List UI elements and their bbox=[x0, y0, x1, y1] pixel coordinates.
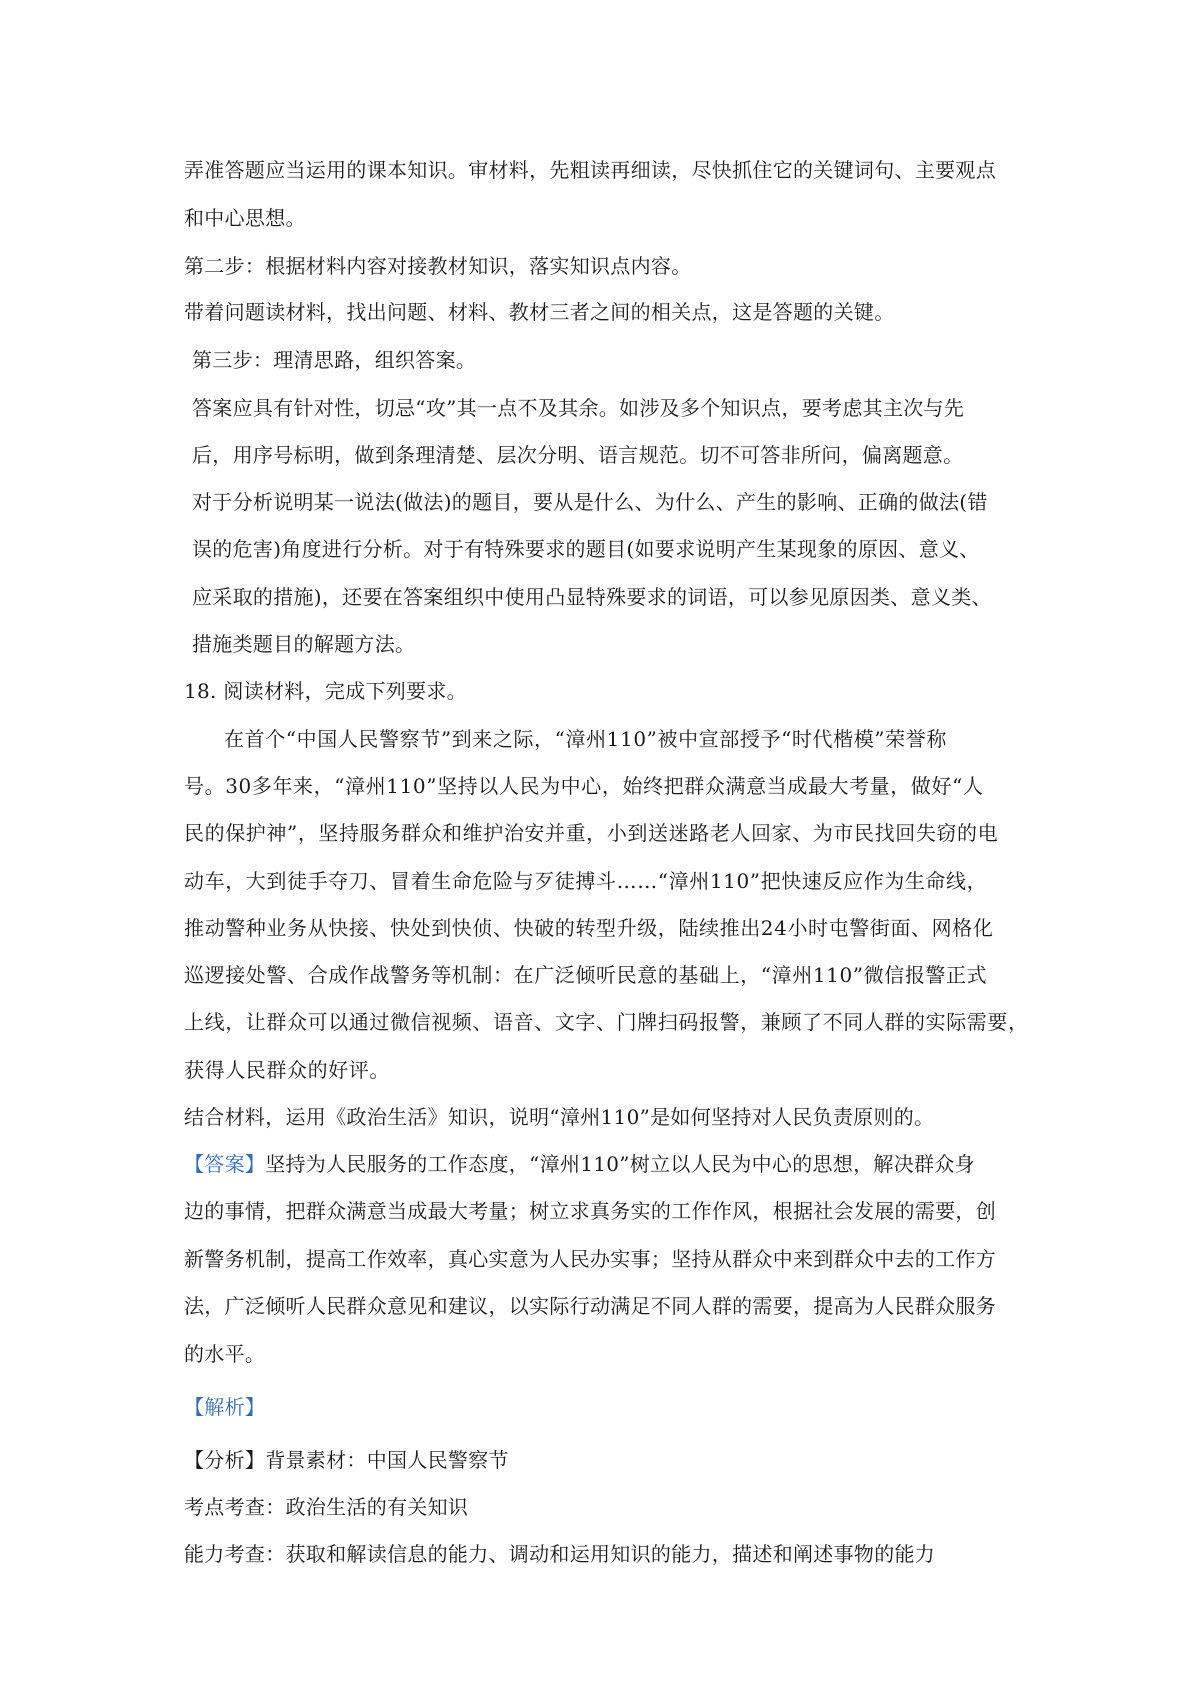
analysis-label: 【解析】 bbox=[184, 1395, 266, 1419]
step2-body: 带着问题读材料，找出问题、材料、教材三者之间的相关点，这是答题的关键。 bbox=[184, 300, 895, 324]
step3-body-line-2: 后，用序号标明，做到条理清楚、层次分明、语言规范。切不可答非所问，偏离题意。 bbox=[192, 443, 964, 467]
answer-line-5: 的水平。 bbox=[184, 1342, 266, 1366]
answer-line-2: 边的事情，把群众满意当成最大考量；树立求真务实的工作作风，根据社会发展的需要，创 bbox=[184, 1199, 996, 1223]
answer-line-4: 法，广泛倾听人民群众意见和建议，以实际行动满足不同人群的需要，提高为人民群众服务 bbox=[184, 1294, 996, 1318]
step3-body-line-4: 误的危害)角度进行分析。对于有特殊要求的题目(如要求说明产生某现象的原因、意义、 bbox=[192, 537, 980, 561]
step3-body-line-3: 对于分析说明某一说法(做法)的题目，要从是什么、为什么、产生的影响、正确的做法(错 bbox=[192, 490, 988, 514]
material-line-7: 上线，让群众可以通过微信视频、语音、文字、门牌扫码报警，兼顾了不同人群的实际需要， bbox=[184, 1010, 1029, 1034]
step3-body-line-5: 应采取的措施)，还要在答案组织中使用凸显特殊要求的词语，可以参见原因类、意义类、 bbox=[192, 585, 992, 609]
analysis-ability: 能力考查：获取和解读信息的能力、调动和运用知识的能力，描述和阐述事物的能力 bbox=[184, 1542, 936, 1566]
material-line-2: 号。30多年来，“漳州110”坚持以人民为中心，始终把群众满意当成最大考量，做好“人 bbox=[184, 774, 984, 798]
material-line-4: 动车，大到徒手夺刀、冒着生命危险与歹徒搏斗……“漳州110”把快速反应作为生命线， bbox=[184, 869, 988, 893]
step3-body-line-1: 答案应具有针对性，切忌“攻”其一点不及其余。如涉及多个知识点，要考虑其主次与先 bbox=[192, 396, 965, 420]
material-line-8: 获得人民群众的好评。 bbox=[184, 1058, 390, 1082]
material-line-6: 巡逻接处警、合成作战警务等机制：在广泛倾听民意的基础上，“漳州110”微信报警正式 bbox=[184, 963, 988, 987]
material-line-3: 民的保护神”，坚持服务群众和维护治安并重，小到送迷路老人回家、为市民找回失窃的电 bbox=[184, 821, 999, 845]
material-line-5: 推动警种业务从快接、快处到快侦、快破的转型升级，陆续推出24小时屯警街面、网格化 bbox=[184, 916, 994, 940]
answer-line-1 bbox=[184, 1150, 1034, 1178]
analysis-exam-point: 考点考查：政治生活的有关知识 bbox=[184, 1495, 469, 1519]
step2-title: 第二步：根据材料内容对接教材知识，落实知识点内容。 bbox=[184, 254, 692, 278]
question-prompt: 结合材料，运用《政治生活》知识，说明“漳州110”是如何坚持对人民负责原则的。 bbox=[184, 1105, 935, 1129]
answer-line-3: 新警务机制，提高工作效率，真心实意为人民办实事；坚持从群众中来到群众中去的工作方 bbox=[184, 1247, 996, 1271]
step3-body-line-6: 措施类题目的解题方法。 bbox=[192, 632, 416, 656]
material-line-1: 在首个“中国人民警察节”到来之际，“漳州110”被中宣部授予“时代楷模”荣誉称 bbox=[224, 727, 947, 751]
answer-label: 【答案】 bbox=[184, 1152, 266, 1176]
answer-text-1: 坚持为人民服务的工作态度，“漳州110”树立以人民为中心的思想，解决群众身 bbox=[265, 1152, 975, 1176]
tips-line-1: 弄准答题应当运用的课本知识。审材料，先粗读再细读，尽快抓住它的关键词句、主要观点 bbox=[184, 158, 996, 182]
tips-line-2: 和中心思想。 bbox=[184, 206, 306, 230]
question-header: 18. 阅读材料，完成下列要求。 bbox=[184, 679, 467, 703]
step3-title: 第三步：理清思路，组织答案。 bbox=[192, 348, 477, 372]
analysis-background: 【分析】背景素材：中国人民警察节 bbox=[184, 1448, 509, 1472]
